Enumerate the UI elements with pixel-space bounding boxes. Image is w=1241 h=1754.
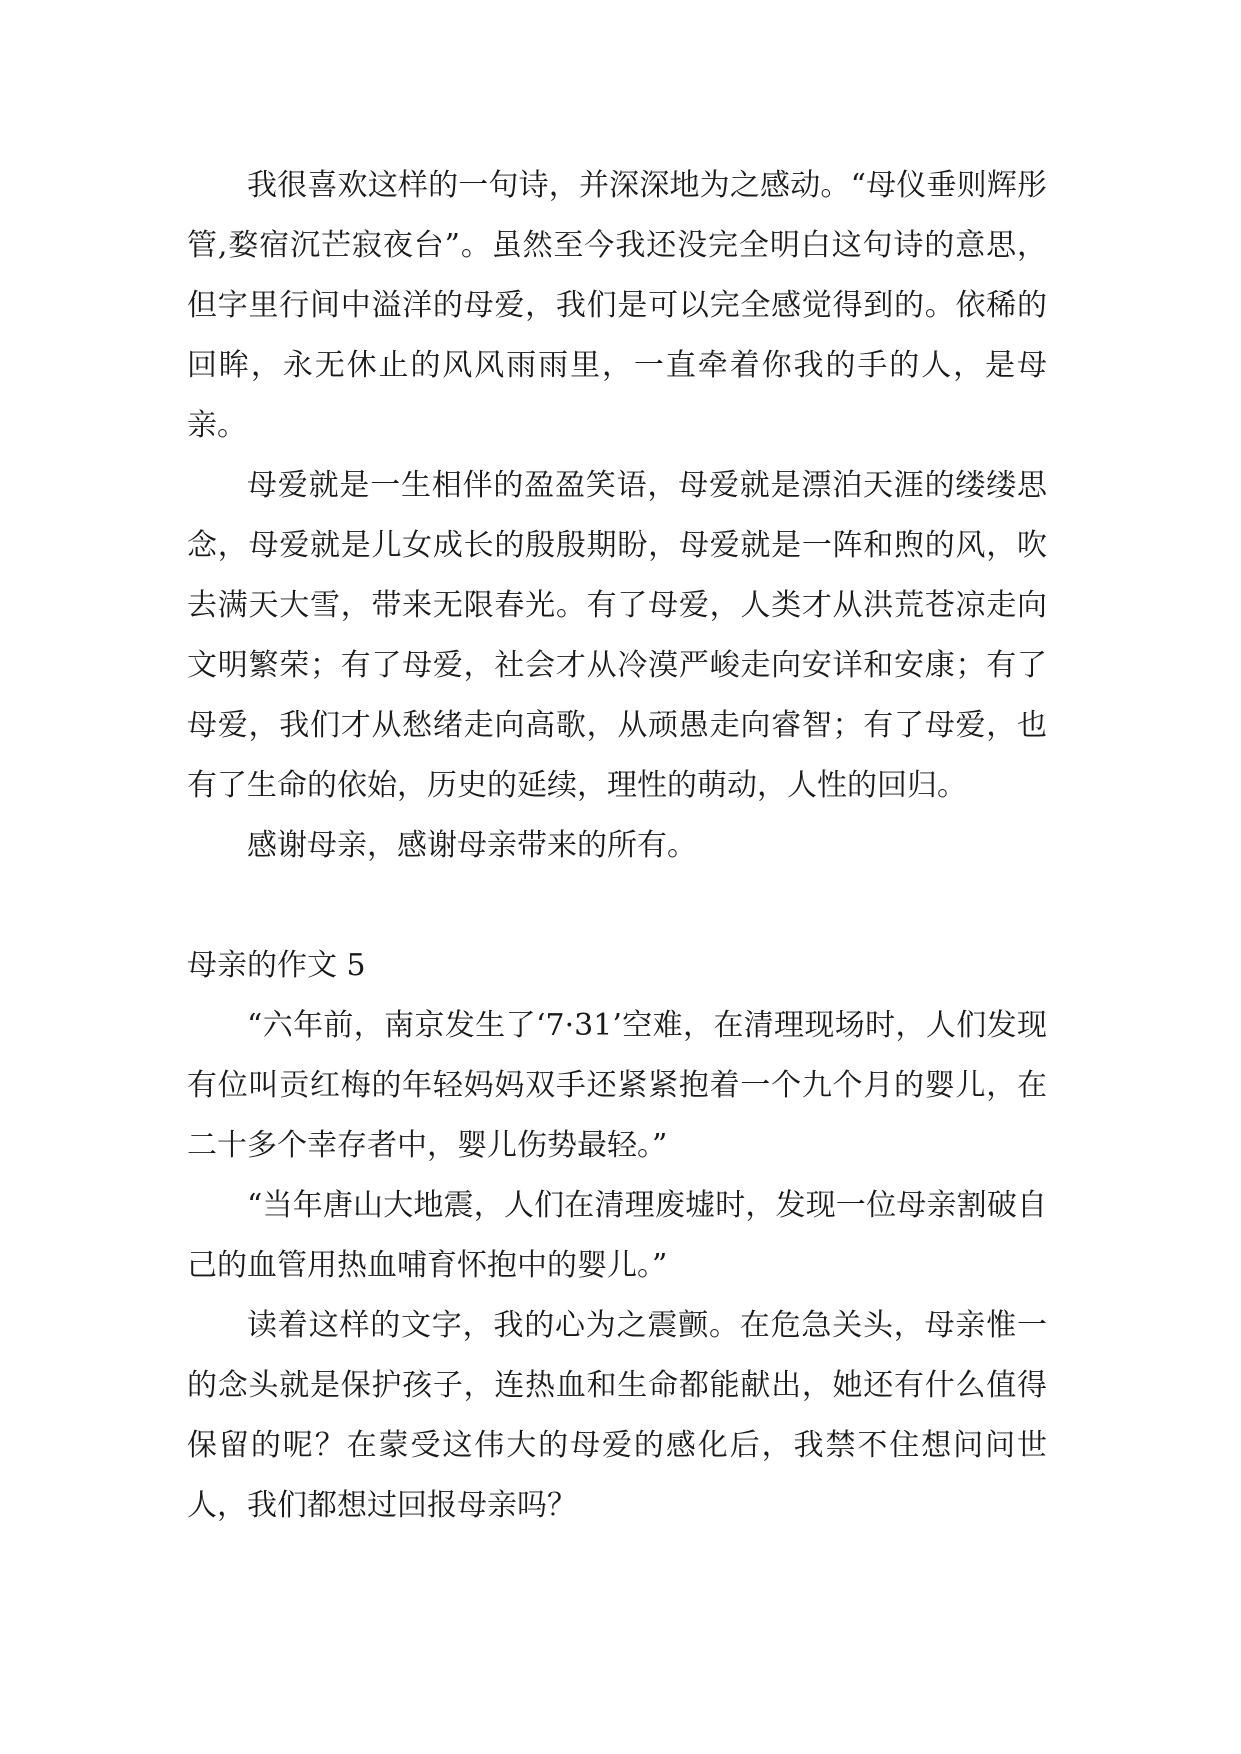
section-heading: 母亲的作文 5: [187, 948, 366, 983]
paragraph: “当年唐山大地震，人们在清理废墟时，发现一位母亲割破自己的血管用热血哺育怀抱中的婴儿。”: [187, 1188, 1047, 1283]
paragraph: 感谢母亲，感谢母亲带来的所有。: [247, 828, 697, 863]
paragraph: 我很喜欢这样的一句诗，并深深地为之感动。“母仪垂则辉彤管,婺宿沉芒寂夜台”。虽然至今我还没完全明白这句诗的意思，但字里行间中溢洋的母爱，我们是可以完全感觉得到的。依稀的回眸，永无休止的风风雨雨里，一直牵着你我的手的人，是母亲。: [187, 168, 1047, 443]
paragraph: 读着这样的文字，我的心为之震颤。在危急关头，母亲惟一的念头就是保护孩子，连热血和生命都能献出，她还有什么值得保留的呢？在蒙受这伟大的母爱的感化后，我禁不住想问问世人，我们都想过回报母亲吗？: [187, 1308, 1047, 1523]
document-body: [187, 156, 1047, 1536]
paragraph: 母爱就是一生相伴的盈盈笑语，母爱就是漂泊天涯的缕缕思念，母爱就是儿女成长的殷殷期盼，母爱就是一阵和煦的风，吹去满天大雪，带来无限春光。有了母爱，人类才从洪荒苍凉走向文明繁荣；有了母爱，社会才从冷漠严峻走向安详和安康；有了母爱，我们才从愁绪走向高歌，从顽愚走向睿智；有了母爱，也有了生命的依始，历史的延续，理性的萌动，人性的回归。: [187, 468, 1047, 803]
paragraph: “六年前，南京发生了‘7·31’空难，在清理现场时，人们发现有位叫贡红梅的年轻妈妈双手还紧紧抱着一个九个月的婴儿，在二十多个幸存者中，婴儿伤势最轻。”: [187, 1008, 1047, 1163]
